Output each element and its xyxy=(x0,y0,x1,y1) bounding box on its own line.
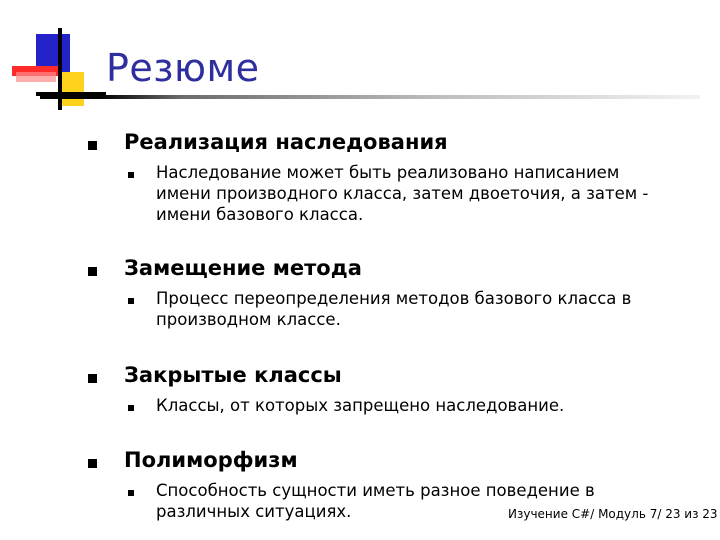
text-line: Классы, от которых запрещено наследование. xyxy=(156,396,565,415)
text-line: Наследование может быть реализовано написанием xyxy=(156,163,620,182)
slide-footer: Изучение C#/ Модуль 7/ 23 из 23 xyxy=(508,507,718,521)
logo-yellow-square xyxy=(60,72,84,106)
text-line: производном классе. xyxy=(156,310,341,329)
text-line: Способность сущности иметь разное поведение в xyxy=(156,481,595,500)
sub-bullet-icon xyxy=(128,490,134,496)
slide-title: Резюме xyxy=(106,46,260,90)
text-line: различных ситуациях. xyxy=(156,502,352,521)
heading-inheritance: Реализация наследования xyxy=(124,130,448,154)
sub-bullet-icon xyxy=(128,298,134,304)
sub-bullet-icon xyxy=(128,405,134,411)
heading-polymorphism: Полиморфизм xyxy=(124,448,298,472)
bullet-icon xyxy=(88,267,97,276)
logo-pink-bar xyxy=(16,72,56,82)
slide-logo xyxy=(0,0,110,110)
heading-override: Замещение метода xyxy=(124,256,362,280)
text-sealed xyxy=(156,395,696,416)
title-divider xyxy=(40,95,700,99)
sub-bullet-icon xyxy=(128,172,134,178)
text-inheritance xyxy=(156,162,696,225)
text-line: имени базового класса. xyxy=(156,205,364,224)
bullet-icon xyxy=(88,374,97,383)
heading-sealed: Закрытые классы xyxy=(124,363,342,387)
text-override xyxy=(156,288,696,330)
bullet-icon xyxy=(88,459,97,468)
bullet-icon xyxy=(88,141,97,150)
text-line: Процесс переопределения методов базового класса в xyxy=(156,289,632,308)
text-line: имени производного класса, затем двоеточия, а затем - xyxy=(156,184,649,203)
